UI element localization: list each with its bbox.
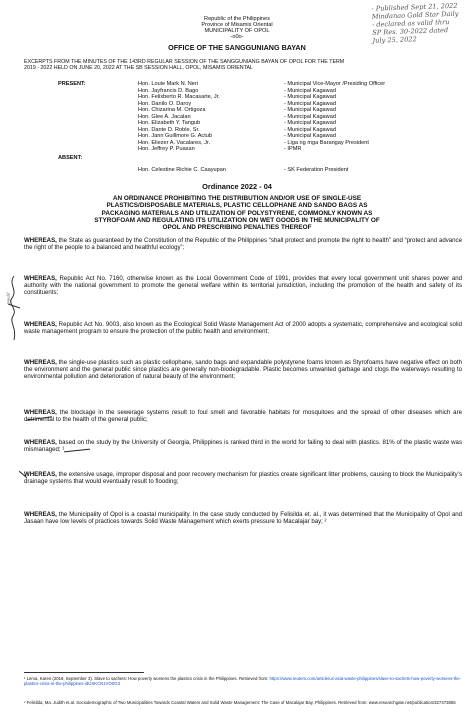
whereas-lead: WHEREAS,	[24, 359, 57, 366]
ordinance-title	[30, 195, 444, 231]
handwritten-line: - Published Sept 21, 2022	[371, 1, 458, 13]
attendee-role: - Municipal Kagawad	[284, 120, 336, 126]
attendee-name: Hon. Felixberto R. Macasarte, Jr.	[138, 94, 220, 100]
footnote-divider	[24, 672, 144, 673]
attendee-name: Hon. Celestine Richie C. Caayupan	[138, 167, 226, 173]
attendee-name: Hon. Dante D. Roble, Sr.	[138, 126, 200, 133]
attendance-absent-list	[138, 167, 468, 174]
attendee-role: - Municipal Vice-Mayor /Presiding Officer	[284, 81, 386, 87]
whereas-text: the blockage in the sewerage systems result to foul smell and favorable habitats for mosquitoes and the spread of other diseases which are detrimental to the health of the general public;	[24, 409, 462, 423]
whereas-text: Republic Act No. 9003, also known as the Ecological Solid Waste Management Act of 2000 adopts a systematic, comprehensive and ecological solid waste management program to ensure the protection of the public health and environment;	[24, 321, 462, 335]
excerpt-line: EXCERPTS FROM THE MINUTES OF THE 143RD REGULAR SESSION OF THE SANGGUNIANG BAYAN OF OPOL FOR THE TERM	[24, 59, 345, 65]
ordinance-number: Ordinance 2022 - 04	[202, 182, 272, 191]
ordinance-title-line: PLASTICS/DISPOSABLE MATERIALS, PLASTIC CELLOPHANE AND SANDO BAGS AS	[106, 202, 368, 210]
whereas-clause	[24, 238, 462, 252]
attendee-role: - Municipal Kagawad	[284, 126, 336, 133]
whereas-text: Republic Act No. 7160, otherwise known as the Local Government Code of 1991, provides that every local government unit shares power and authority with the national government to promote the general welfare within its territorial jurisdiction, including the promotion of the health and safety of its constituents;	[24, 275, 462, 296]
footnote-2	[24, 700, 464, 705]
margin-initials: Gould	[5, 292, 11, 305]
attendee-role: - SK Federation President	[284, 167, 349, 173]
whereas-lead: WHEREAS,	[24, 511, 57, 518]
excerpt-line: 2019 - 2022 HELD ON JUNE 20, 2022 AT THE SB SESSION HALL, OPOL, MISAMIS ORIENTAL	[24, 65, 253, 72]
attendee-role: - Municipal Kagawad	[284, 100, 336, 107]
whereas-clause	[24, 410, 462, 424]
whereas-text: the extensive usage, improper disposal and poor recovery mechanism for plastics create significant litter problems, causing to block the Municipality’s drainage systems that would eventually result to flooding;	[24, 471, 462, 485]
attendee-row	[138, 167, 468, 174]
whereas-clause	[24, 276, 462, 297]
attendee-role: - IPMR	[284, 146, 302, 152]
whereas-lead: WHEREAS,	[24, 237, 57, 244]
whereas-lead: WHEREAS,	[24, 321, 57, 328]
handwritten-line: July 25, 2022	[372, 35, 417, 45]
handwritten-line: - declared as valid thru	[371, 18, 450, 29]
handwritten-line: Mindanao Gold Star Daily	[371, 9, 459, 21]
office-title: OFFICE OF THE SANGGUNIANG BAYAN	[168, 43, 306, 52]
attendee-name: Hon. Elizabeth Y. Tangub	[138, 120, 201, 126]
handwritten-line: SP Res. 30-2022 dated	[372, 26, 449, 37]
attendee-name: Hon. Glee A. Jacalan	[138, 113, 191, 120]
whereas-text: the single-use plastics such as plastic cellophane, sando bags and expandable polystyrene foams known as Styrofoams have negative effect on both the environment and the general public since plastics are generally non-biodegradable. Plastic becomes unwanted garbage and clogs the waterways resulting to environmental pollution and deterioration of natural beauty of the environment;	[24, 359, 462, 380]
attendance-present-list	[138, 81, 468, 153]
whereas-text: the State as guaranteed by the Constitution of the Republic of the Philippines “shall protect and promote the right to health” and “protect and advance the right of the people to a balanced and healthful ecology”;	[24, 237, 462, 251]
absent-label: ABSENT:	[58, 155, 83, 161]
ordinance-title-line: OPOL AND PRESCRIBING PENALTIES THEREOF	[162, 224, 312, 232]
whereas-lead: WHEREAS,	[24, 275, 57, 282]
footnote-1	[24, 676, 464, 686]
footnote-text: ² Felisilda, Ma. Judith et.al. Sociodemographic of Two Municipalities Towards Coastal Waters and Solid Waste Management: The Case of Macalajar Bay, Philippines. Retrieved from: www.researchgate.net/publication/327473855	[24, 700, 456, 705]
ordinance-title-line: AN ORDINANCE PROHIBITING THE DISTRIBUTION AND/OR USE OF SINGLE-USE	[112, 195, 362, 202]
whereas-clause	[24, 440, 462, 454]
attendee-name: Hon. Chizarina M. Ortigoza	[138, 107, 206, 113]
footnote-text: ¹ Lema, Karen (2019, September 3). Slave to sachets: How poverty worsens the plastics crisis in the Philippines. Retrieved from:	[24, 676, 269, 681]
attendee-row	[138, 146, 468, 153]
margin-signature-mark	[4, 274, 24, 344]
header-municipality: MUNICIPALITY OF OPOL	[204, 28, 270, 34]
ordinance-title-line: PACKAGING MATERIALS AND UTILIZATION OF POLYSTYRENE, COMMONLY KNOWN AS	[101, 209, 373, 217]
attendee-role: - Municipal Kagawad	[284, 94, 336, 100]
whereas-lead: WHEREAS,	[24, 471, 57, 478]
ordinance-title-line: STYROFOAM AND REGULATING ITS UTILIZATION ON WET GOODS IN THE MUNICIPALITY OF	[94, 216, 380, 224]
whereas-text: based on the study by the University of Georgia, Philippines is ranked third in the world for failing to deal with plastics. 81% of the plastic waste was mismanaged; ¹	[24, 439, 462, 453]
whereas-clause	[24, 472, 462, 486]
whereas-lead: WHEREAS,	[24, 439, 57, 446]
attendee-name: Hon. Louie Mark N. Neri	[138, 81, 198, 87]
whereas-lead: WHEREAS,	[24, 409, 57, 416]
whereas-clause	[24, 360, 462, 381]
attendee-name: Hon. Eliezer A. Vacalares, Jr.	[138, 139, 211, 146]
minutes-excerpt	[24, 59, 464, 72]
attendee-name: Hon. Danilo O. Daroy	[138, 100, 192, 107]
attendee-name: Hon. Jann Guillmore G. Actub	[138, 133, 212, 139]
handwritten-publication-note	[371, 1, 472, 44]
whereas-clause	[24, 322, 462, 336]
attendee-role: - Municipal Kagawad	[284, 113, 336, 120]
whereas-text: the Municipality of Opol is a coastal municipality. In the case study conducted by Felisilda et. al., it was determined that the Municipality of Opol and Jasaan have low levels of practices towards Solid Waste Management which exerts pressure to Macalajar bay; ²	[24, 511, 462, 525]
attendee-role: - Municipal Kagawad	[284, 107, 336, 113]
attendee-name: Hon. Jeffrey P. Puasan	[138, 146, 195, 152]
attendee-role: - Municipal Kagawad	[284, 133, 336, 139]
header-province: Province of Misamis Oriental	[201, 22, 273, 28]
header-separator: -o0o-	[230, 34, 244, 40]
whereas-clause	[24, 512, 462, 526]
header-republic: Republic of the Philippines	[204, 16, 270, 22]
attendee-name: Hon. Jayfrancis D. Bago	[138, 87, 199, 94]
attendee-role: - Municipal Kagawad	[284, 87, 336, 94]
attendee-role: - Liga ng mga Barangay President	[284, 139, 369, 146]
present-label: PRESENT:	[58, 81, 86, 87]
footnote-link[interactable]: https://www.reuters.com/article/us-asia-waste-philippines/slave-to-sachets-how-poverty-worsens-the-plastics-crisis-in-the-philippines-idUSKCN1VO0G3	[24, 676, 462, 687]
